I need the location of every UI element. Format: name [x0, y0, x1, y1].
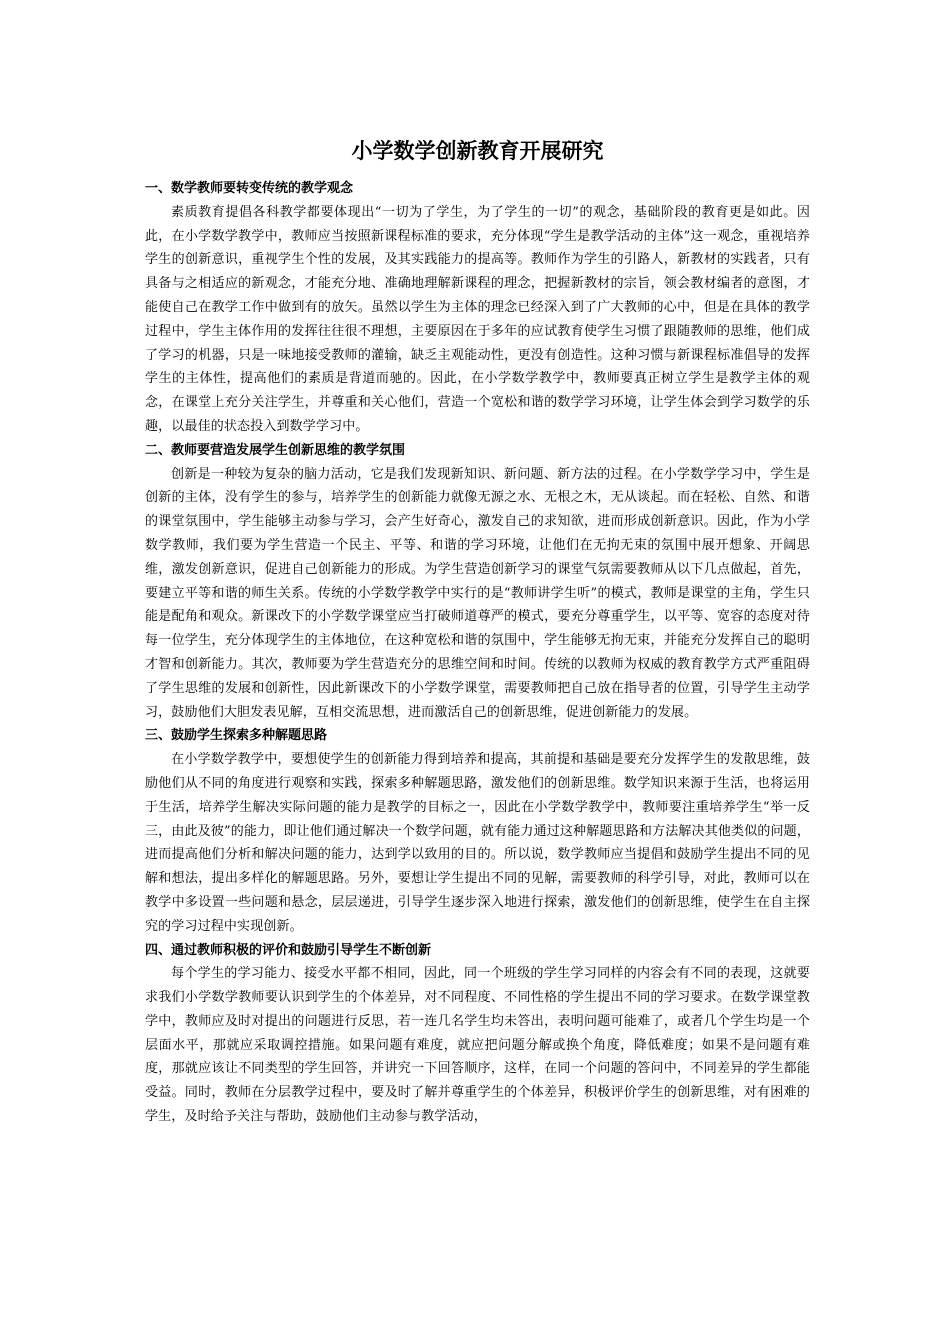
- section-heading-1: 一、数学教师要转变传统的教学观念: [145, 181, 354, 196]
- section-heading-4: 四、通过教师积极的评价和鼓励引导学生不断创新: [145, 942, 432, 958]
- section-paragraph-1: 素质教育提倡各科教学都要体现出“一切为了学生，为了学生的一切”的观念，基础阶段的教育更是如此。因此，在小学数学教学中，教师应当按照新课程标准的要求，充分体现“学生是教学活动的主体”这一观念，重视培养学生的创新意识，重视学生个性的发展，及其实践能力的提高等。教师作为学生的引路人，新教材的实践者，只有具备与之相适应的新观念，才能充分地、准确地理解新课程的理念，把握新教材的宗旨，领会教材编者的意图，才能使自己在教学工作中做到有的放矢。虽然以学生为主体的理念已经深入到了广大教师的心中，但是在具体的教学过程中，学生主体作用的发挥往往很不理想，主要原因在于多年的应试教育使学生习惯了跟随教师的思维，他们成了学习的机器，只是一味地接受教师的灌输，缺乏主观能动性，更没有创造性。这种习惯与新课程标准倡导的发挥学生的主体性，提高他们的素质是背道而驰的。因此，在小学数学教学中，教师要真正树立学生是教学主体的观念，在课堂上充分关注学生，并尊重和关心他们，营造一个宽松和谐的数学学习环境，让学生体会到学习数学的乐趣，以最佳的状态投入到数学学习中。: [145, 204, 810, 434]
- section-paragraph-2: 创新是一种较为复杂的脑力活动，它是我们发现新知识、新问题、新方法的过程。在小学数学学习中，学生是创新的主体，没有学生的参与，培养学生的创新能力就像无源之水、无根之木，无从谈起。而在轻松、自然、和谐的课堂氛围中，学生能够主动参与学习，会产生好奇心，激发自己的求知欲，进而形成创新意识。因此，作为小学数学教师，我们要为学生营造一个民主、平等、和谐的学习环境，让他们在无拘无束的氛围中展开想象、开阔思维，激发创新意识，促进自己创新能力的形成。为学生营造创新学习的课堂气氛需要教师从以下几点做起，首先，要建立平等和谐的师生关系。传统的小学数学教学中实行的是“教师讲学生听”的模式，教师是课堂的主角，学生只能是配角和观众。新课改下的小学数学课堂应当打破师道尊严的模式，要充分尊重学生，以平等、宽容的态度对待每一位学生，充分体现学生的主体地位，在这种宽松和谐的氛围中，学生能够无拘无束，并能充分发挥自己的聪明才智和创新能力。其次，教师要为学生营造充分的思维空间和时间。传统的以教师为权威的教育教学方式严重阻碍了学生思维的发展和创新性，因此新课改下的小学数学课堂，需要教师把自己放在指导者的位置，引导学生主动学习，鼓励他们大胆发表见解，互相交流思想，进而激活自己的创新思维，促进创新能力的发展。: [145, 466, 810, 720]
- section-heading-2: 二、教师要营造发展学生创新思维的教学氛围: [145, 442, 406, 458]
- section-paragraph-4: 每个学生的学习能力、接受水平都不相同，因此，同一个班级的学生学习同样的内容会有不同的表现，这就要求我们小学数学教师要认识到学生的个体差异，对不同程度、不同性格的学生提出不同的学习要求。在数学课堂教学中，教师应及时对提出的问题进行反思，若一连几名学生均未答出，表明问题可能难了，或者几个学生均是一个层面水平，那就应采取调控措施。如果问题有难度，就应把问题分解或换个角度，降低难度；如果不是问题有难度，那就应该让不同类型的学生回答，并讲究一下回答顺序，这样，在同一个问题的答问中，不同差异的学生都能受益。同时，教师在分层教学过程中，要及时了解并尊重学生的个体差异，积极评价学生的创新思维，对有困难的学生，及时给予关注与帮助，鼓励他们主动参与教学活动，: [145, 966, 810, 1125]
- section-heading-3: 三、鼓励学生探索多种解题思路: [145, 728, 328, 744]
- document-title: 小学数学创新教育开展研究: [351, 139, 604, 163]
- section-paragraph-3: 在小学数学教学中，要想使学生的创新能力得到培养和提高，其前提和基础是要充分发挥学生的发散思维，鼓励他们从不同的角度进行观察和实践，探索多种解题思路，激发他们的创新思维。数学知识来源于生活，也将运用于生活，培养学生解决实际问题的能力是教学的目标之一，因此在小学数学教学中，教师要注重培养学生“举一反三，由此及彼”的能力，即让他们通过解决一个数学问题，就有能力通过这种解题思路和方法解决其他类似的问题，进而提高他们分析和解决问题的能力，达到学以致用的目的。所以说，数学教师应当提倡和鼓励学生提出不同的见解和想法，提出多样化的解题思路。另外，要想让学生提出不同的见解，需要教师的科学引导，对此，教师可以在教学中多设置一些问题和悬念，层层递进，引导学生逐步深入地进行探索，激发他们的创新思维，使学生在自主探究的学习过程中实现创新。: [145, 752, 810, 934]
- document-body: [145, 177, 810, 1129]
